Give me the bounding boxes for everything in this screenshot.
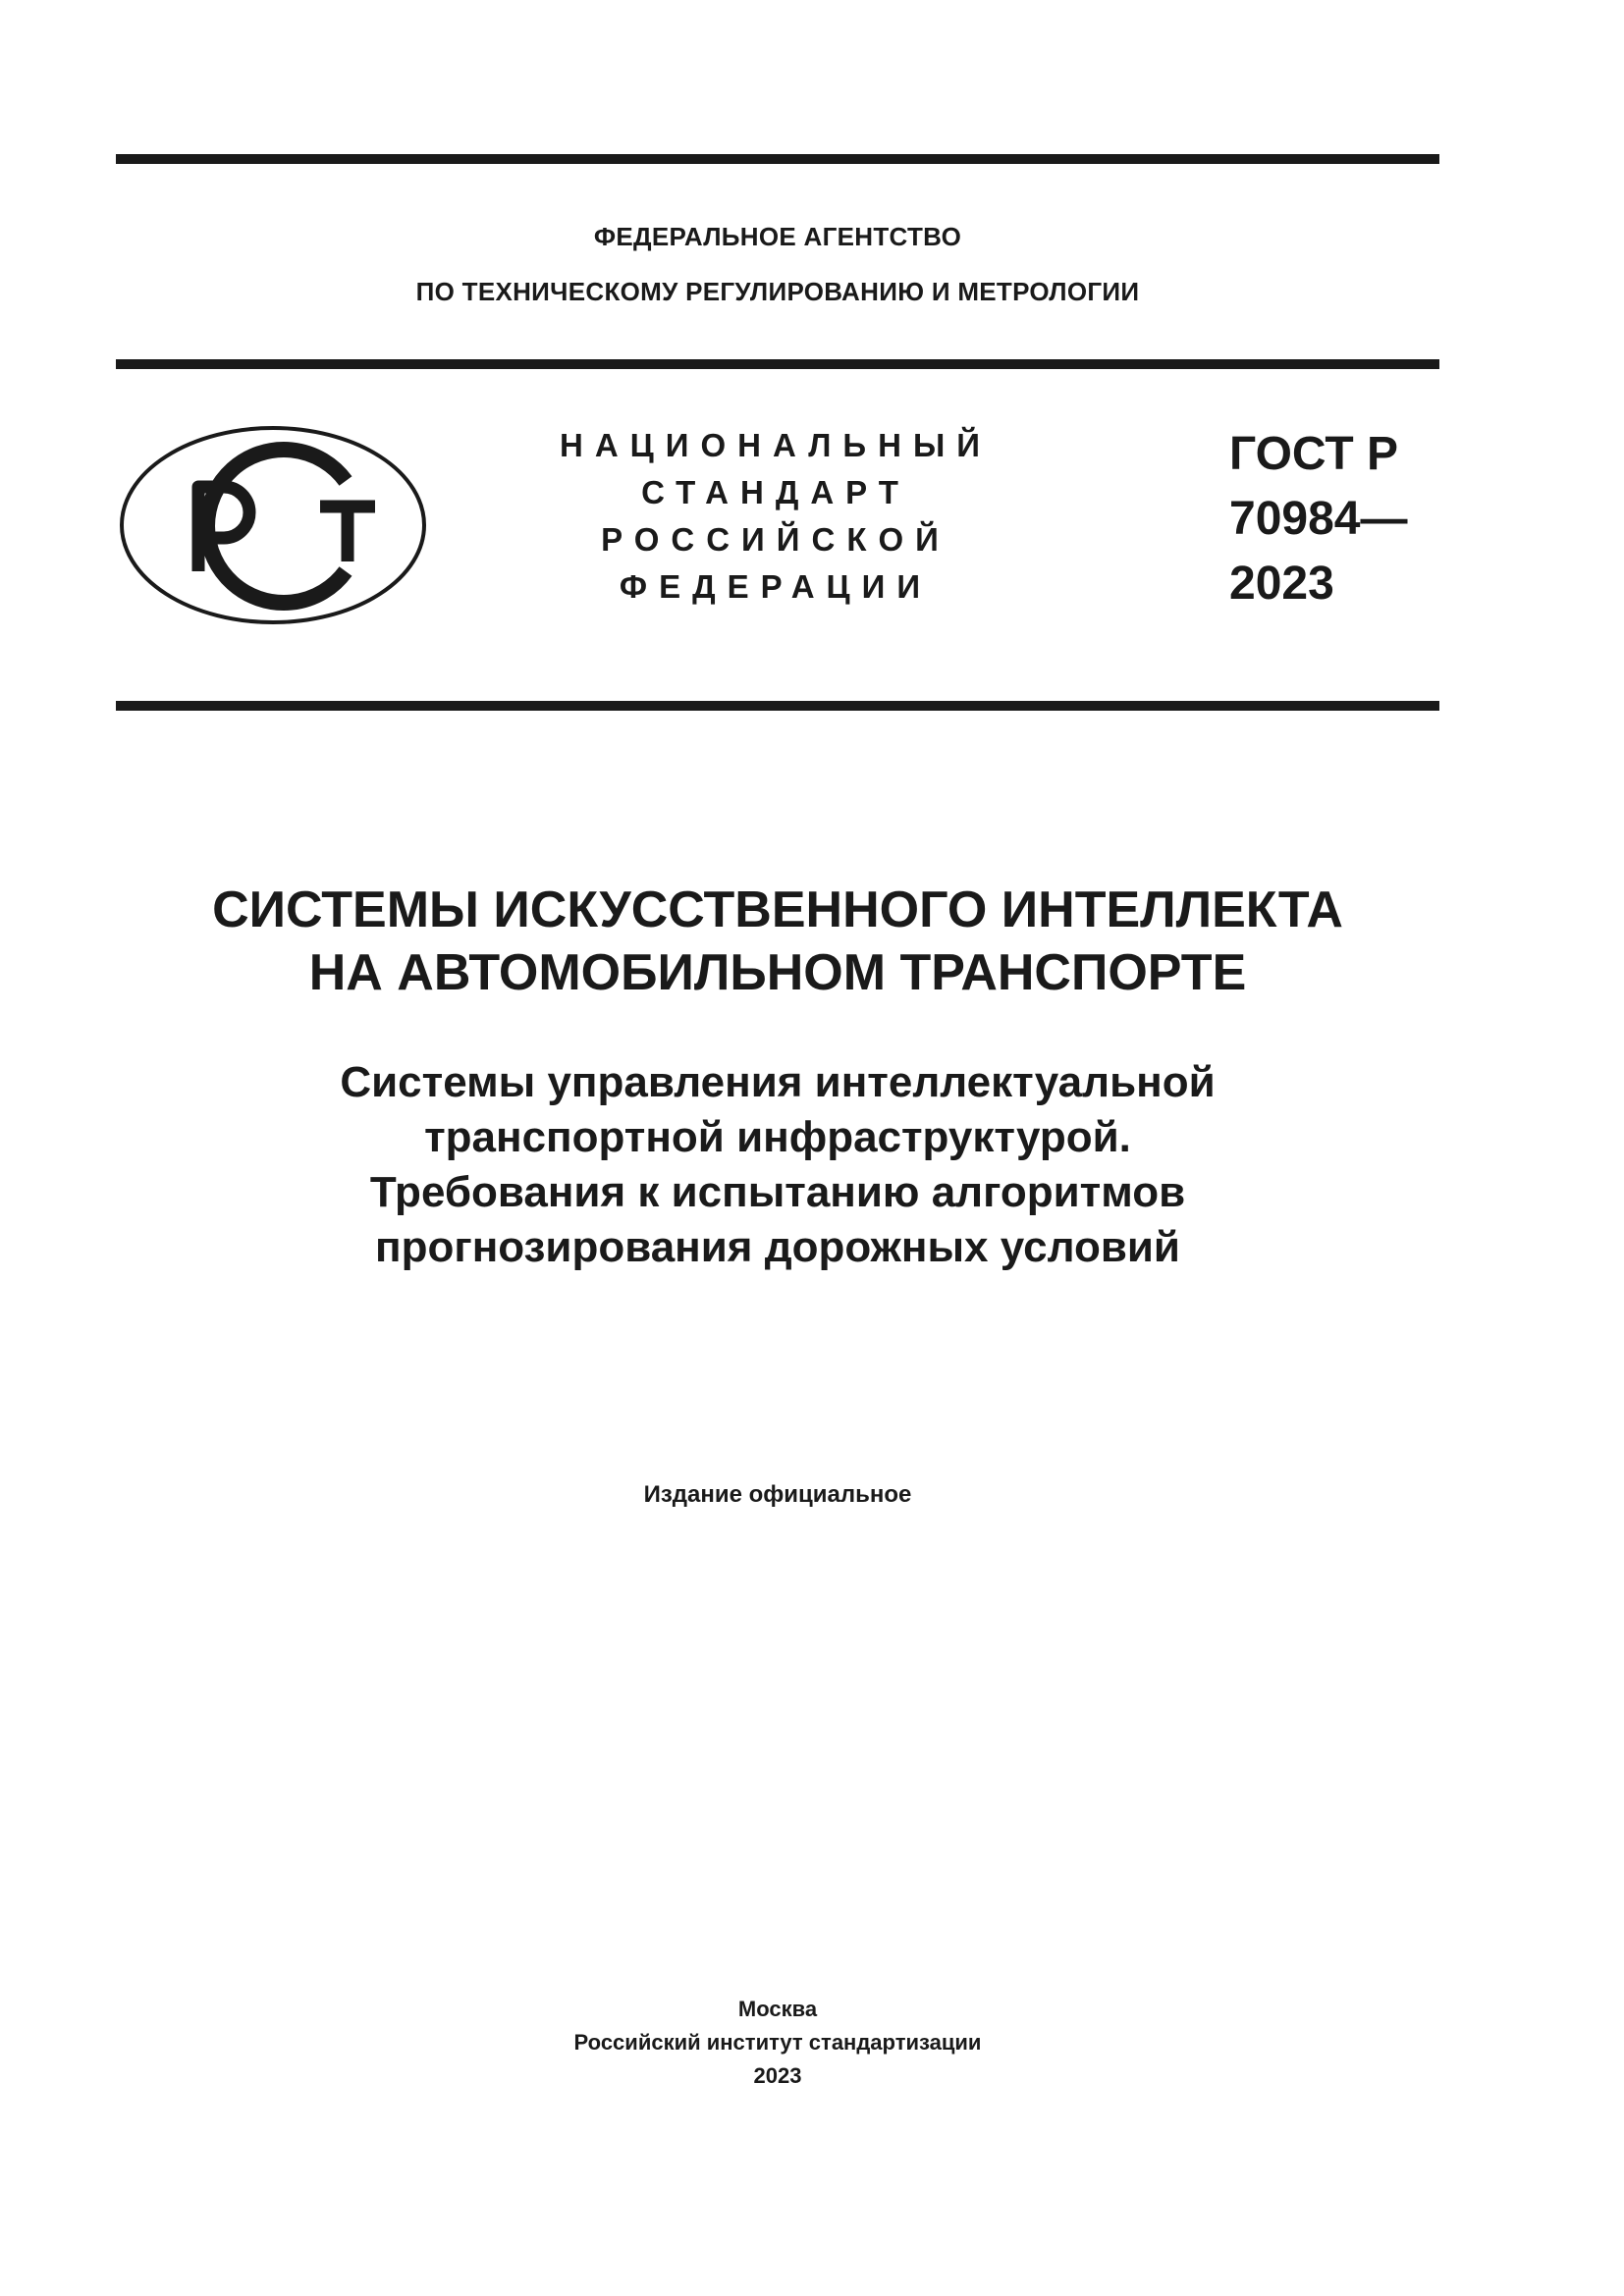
header-rule [116,359,1439,369]
edition-label: Издание официальное [643,1481,912,1508]
designation-line: 70984— [1229,493,1408,545]
publication-year: 2023 [753,2063,802,2088]
publisher-info [116,1993,1439,2093]
subtitle-line: Системы управления интеллектуальной [340,1058,1216,1106]
national-standard-line: СТАНДАРТ [641,474,910,510]
standard-designation [1229,422,1407,616]
designation-line: 2023 [1229,558,1334,610]
top-rule [116,154,1439,164]
subtitle-line: прогнозирования дорожных условий [375,1223,1180,1271]
publisher-city: Москва [737,1997,818,2021]
national-standard-label [511,422,1041,611]
subtitle-line: транспортной инфраструктурой. [424,1113,1131,1161]
publisher-name: Российский институт стандартизации [573,2030,982,2055]
title-line: СИСТЕМЫ ИСКУССТВЕННОГО ИНТЕЛЛЕКТА [212,881,1343,938]
rst-certification-mark-icon [118,424,428,626]
document-title [116,879,1439,1004]
national-standard-line: ФЕДЕРАЦИИ [619,568,933,605]
subtitle-line: Требования к испытанию алгоритмов [369,1168,1186,1216]
designation-line: ГОСТ Р [1229,428,1399,480]
title-line: НА АВТОМОБИЛЬНОМ ТРАНСПОРТЕ [308,944,1247,1001]
national-standard-line: РОССИЙСКОЙ [601,521,950,558]
national-standard-line: НАЦИОНАЛЬНЫЙ [560,427,992,463]
agency-name-line1: ФЕДЕРАЛЬНОЕ АГЕНТСТВО [593,222,962,251]
header-bottom-rule [116,701,1439,711]
agency-name-line2: ПО ТЕХНИЧЕСКОМУ РЕГУЛИРОВАНИЮ И МЕТРОЛОГИИ [415,277,1140,306]
document-subtitle [116,1055,1439,1275]
